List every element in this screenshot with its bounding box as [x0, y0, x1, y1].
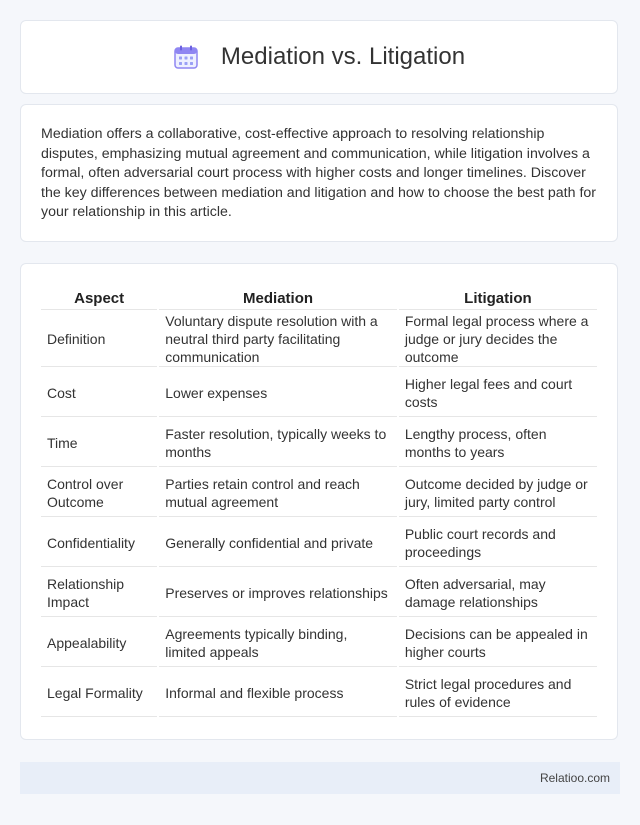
- comparison-card: [20, 263, 618, 740]
- cell-aspect: Legal Formality: [41, 669, 157, 717]
- cell-litigation: Often adversarial, may damage relationships: [399, 569, 597, 617]
- cell-mediation: Lower expenses: [159, 369, 397, 417]
- cell-aspect: Appealability: [41, 619, 157, 667]
- cell-litigation: Lengthy process, often months to years: [399, 419, 597, 467]
- page-title: Mediation vs. Litigation: [220, 43, 466, 70]
- header-mediation: Mediation: [159, 286, 397, 310]
- cell-mediation: Voluntary dispute resolution with a neutral third party facilitating communication: [159, 312, 397, 367]
- cell-aspect: Time: [41, 419, 157, 467]
- cell-litigation: Decisions can be appealed in higher courts: [399, 619, 597, 667]
- table-row: [41, 369, 597, 417]
- cell-aspect: Confidentiality: [41, 519, 157, 567]
- footer-site: Relatioo.com: [539, 771, 610, 785]
- cell-mediation: Parties retain control and reach mutual agreement: [159, 469, 397, 517]
- calendar-icon: [173, 44, 199, 70]
- comparison-table: [39, 284, 599, 719]
- table-row: [41, 569, 597, 617]
- cell-litigation: Formal legal process where a judge or jury decides the outcome: [399, 312, 597, 367]
- table-row: [41, 519, 597, 567]
- cell-aspect: Cost: [41, 369, 157, 417]
- footer: [20, 762, 620, 794]
- table-row: [41, 619, 597, 667]
- cell-mediation: Agreements typically binding, limited appeals: [159, 619, 397, 667]
- intro-card: [20, 104, 618, 242]
- title-card: [20, 20, 618, 94]
- intro-text: Mediation offers a collaborative, cost-effective approach to resolving relationship disputes, emphasizing mutual agreement and communication, while litigation involves a formal, often adversarial court process with higher costs and longer timelines. Discover the key differences between mediation and litigation and how to choose the best path for your relationship in this article.: [41, 126, 596, 221]
- cell-litigation: Outcome decided by judge or jury, limited party control: [399, 469, 597, 517]
- cell-mediation: Generally confidential and private: [159, 519, 397, 567]
- cell-litigation: Strict legal procedures and rules of evidence: [399, 669, 597, 717]
- cell-aspect: Definition: [41, 312, 157, 367]
- table-row: [41, 469, 597, 517]
- cell-litigation: Higher legal fees and court costs: [399, 369, 597, 417]
- cell-mediation: Preserves or improves relationships: [159, 569, 397, 617]
- cell-mediation: Faster resolution, typically weeks to months: [159, 419, 397, 467]
- cell-litigation: Public court records and proceedings: [399, 519, 597, 567]
- cell-aspect: Control over Outcome: [41, 469, 157, 517]
- cell-aspect: Relationship Impact: [41, 569, 157, 617]
- cell-mediation: Informal and flexible process: [159, 669, 397, 717]
- table-row: [41, 669, 597, 717]
- table-header-row: [41, 286, 597, 310]
- table-row: [41, 312, 597, 367]
- header-aspect: Aspect: [41, 286, 157, 310]
- header-litigation: Litigation: [399, 286, 597, 310]
- table-row: [41, 419, 597, 467]
